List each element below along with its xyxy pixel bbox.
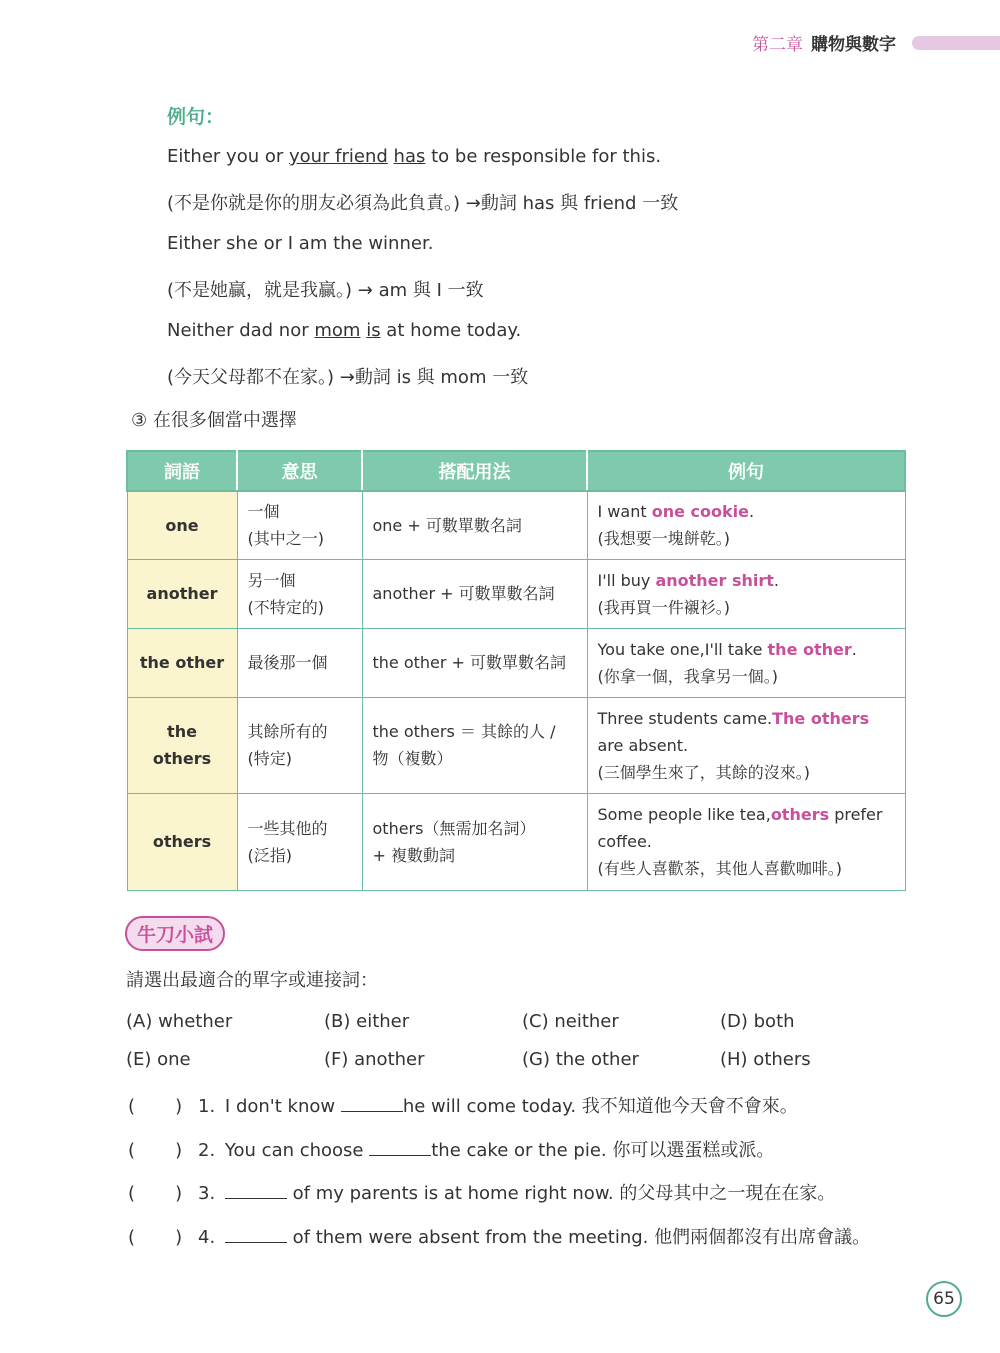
usage-text: others（無需加名詞） <box>372 818 536 838</box>
answer-blank <box>225 1180 287 1199</box>
quiz-instruction: 請選出最適合的單字或連接詞： <box>126 970 378 991</box>
answer-slot[interactable]: ( ) <box>128 1096 183 1117</box>
text: prefer coffee. <box>597 805 883 851</box>
example-line-3: Either she or I am the winner. <box>167 233 434 254</box>
example-cell <box>587 491 905 559</box>
text: Three students came. <box>597 708 773 728</box>
highlight: The others <box>772 708 870 728</box>
usage-text: + 複數動詞 <box>372 845 455 865</box>
table-header-row <box>127 451 905 491</box>
usage-text: the others ＝ 其餘的人 / <box>372 722 556 741</box>
example-translation: (有些人喜歡茶，其他人喜歡咖啡。) <box>597 859 842 878</box>
example-sentence <box>598 801 895 855</box>
column-header: 搭配用法 <box>362 451 587 491</box>
meaning-cell <box>237 559 362 628</box>
usage-cell <box>362 559 587 628</box>
example-translation: (我想要一塊餅乾。) <box>597 529 730 549</box>
meaning-cell <box>237 697 362 793</box>
table-row <box>127 559 905 628</box>
highlight: another shirt <box>655 570 774 590</box>
example-cell <box>587 628 905 697</box>
meaning-note: (其中之一) <box>247 529 324 549</box>
text: Some people like tea, <box>597 805 771 824</box>
highlight: one cookie <box>651 502 749 522</box>
option-c: (C) neither <box>522 1011 619 1032</box>
option-h: (H) others <box>720 1049 811 1070</box>
table-row <box>127 697 905 793</box>
usage-text: 物（複數） <box>372 749 453 768</box>
text: . <box>851 639 857 659</box>
highlight: the other <box>767 639 852 659</box>
example-line-1 <box>167 146 661 167</box>
chapter-title: 購物與數字 <box>811 35 896 55</box>
question-number: 1. <box>198 1096 216 1117</box>
underlined-verb: has <box>393 146 426 167</box>
example-sentence <box>598 636 895 663</box>
question-text: he will come today. 我不知道他今天會不會來。 <box>402 1096 798 1117</box>
underlined-subject: your friend <box>288 146 388 167</box>
answer-slot[interactable]: ( ) <box>128 1227 183 1248</box>
question-text: You can choose <box>224 1140 370 1161</box>
word-cell: another <box>127 559 237 628</box>
meaning-cell <box>237 628 362 697</box>
meaning-cell <box>237 491 362 559</box>
usage-text: one + 可數單數名詞 <box>372 515 522 535</box>
meaning-cell <box>237 793 362 890</box>
text: to be responsible for this. <box>425 146 662 167</box>
word-cell: others <box>127 793 237 890</box>
example-cell <box>587 793 905 890</box>
answer-slot[interactable]: ( ) <box>128 1140 183 1161</box>
example-translation: (三個學生來了，其餘的沒來。) <box>597 762 810 782</box>
answer-blank <box>341 1093 403 1112</box>
option-d: (D) both <box>720 1011 795 1032</box>
column-header: 例句 <box>587 451 905 491</box>
option-f: (F) another <box>324 1049 425 1070</box>
text: . <box>773 570 780 590</box>
word-cell: the other <box>127 628 237 697</box>
answer-slot[interactable]: ( ) <box>128 1183 183 1204</box>
example-sentence <box>598 567 895 594</box>
question-number: 2. <box>198 1140 216 1161</box>
question-text: of my parents is at home right now. 的父母其中之一現在在家。 <box>286 1183 836 1204</box>
usage-text: another + 可數單數名詞 <box>372 584 555 603</box>
example-line-2: (不是你就是你的朋友必須為此負責。) →動詞 has 與 friend 一致 <box>167 193 679 214</box>
meaning-note: (不特定的) <box>247 597 324 617</box>
example-line-5 <box>167 320 521 341</box>
underlined-verb: is <box>366 320 381 341</box>
text: I'll buy <box>597 570 656 590</box>
text: Neither dad nor <box>167 320 315 341</box>
column-header: 意思 <box>237 451 362 491</box>
question-text: the cake or the pie. 你可以選蛋糕或派。 <box>431 1140 775 1161</box>
example-cell <box>587 697 905 793</box>
option-g: (G) the other <box>522 1049 639 1070</box>
example-line-6: (今天父母都不在家。) →動詞 is 與 mom 一致 <box>167 367 529 388</box>
meaning-text: 一些其他的 <box>247 818 328 838</box>
table-row <box>127 628 905 697</box>
answer-blank <box>225 1224 287 1243</box>
chapter-header <box>752 30 1000 55</box>
table-row <box>127 793 905 890</box>
chapter-label: 第二章 <box>752 35 803 55</box>
meaning-note: (泛指) <box>247 845 292 865</box>
example-translation: (你拿一個，我拿另一個。) <box>597 666 778 686</box>
underlined-subject: mom <box>314 320 361 341</box>
example-line-4: (不是她贏，就是我贏。) → am 與 I 一致 <box>167 280 484 301</box>
usage-cell <box>362 697 587 793</box>
question-3 <box>128 1179 835 1205</box>
example-sentence <box>598 705 895 759</box>
usage-table <box>126 450 906 891</box>
usage-cell <box>362 628 587 697</box>
examples-heading: 例句： <box>167 106 225 128</box>
section-heading: ③ 在很多個當中選擇 <box>131 410 297 431</box>
question-1 <box>128 1092 798 1118</box>
text: You take one,I'll take <box>597 639 768 659</box>
text: at home today. <box>380 320 522 341</box>
meaning-text: 一個 <box>247 502 280 522</box>
question-number: 4. <box>198 1227 216 1248</box>
column-header: 詞語 <box>127 451 237 491</box>
example-translation: (我再買一件襯衫。) <box>597 597 730 617</box>
option-e: (E) one <box>126 1049 191 1070</box>
question-number: 3. <box>198 1183 216 1204</box>
example-sentence <box>598 498 895 525</box>
text: . <box>748 502 755 522</box>
page-number: 65 <box>926 1281 962 1317</box>
quiz-badge: 牛刀小試 <box>125 916 225 951</box>
word-cell: the others <box>127 697 237 793</box>
word-cell: one <box>127 491 237 559</box>
option-a: (A) whether <box>126 1011 233 1032</box>
meaning-text: 最後那一個 <box>247 653 328 672</box>
highlight: others <box>770 805 830 824</box>
question-text: of them were absent from the meeting. 他們兩個都沒有出席會議。 <box>286 1227 871 1248</box>
example-cell <box>587 559 905 628</box>
meaning-text: 其餘所有的 <box>247 722 328 741</box>
answer-blank <box>369 1137 431 1156</box>
text: are absent. <box>597 735 689 755</box>
text: Either you or <box>167 146 289 167</box>
meaning-note: (特定) <box>247 749 292 768</box>
question-text: I don't know <box>224 1096 341 1117</box>
usage-text: the other + 可數單數名詞 <box>372 653 567 672</box>
table-row <box>127 491 905 559</box>
meaning-text: 另一個 <box>247 570 296 590</box>
question-2 <box>128 1136 774 1162</box>
usage-cell <box>362 491 587 559</box>
option-b: (B) either <box>324 1011 410 1032</box>
question-4 <box>128 1223 870 1249</box>
usage-cell <box>362 793 587 890</box>
header-decoration-bar <box>912 36 1000 50</box>
text: I want <box>597 502 652 522</box>
